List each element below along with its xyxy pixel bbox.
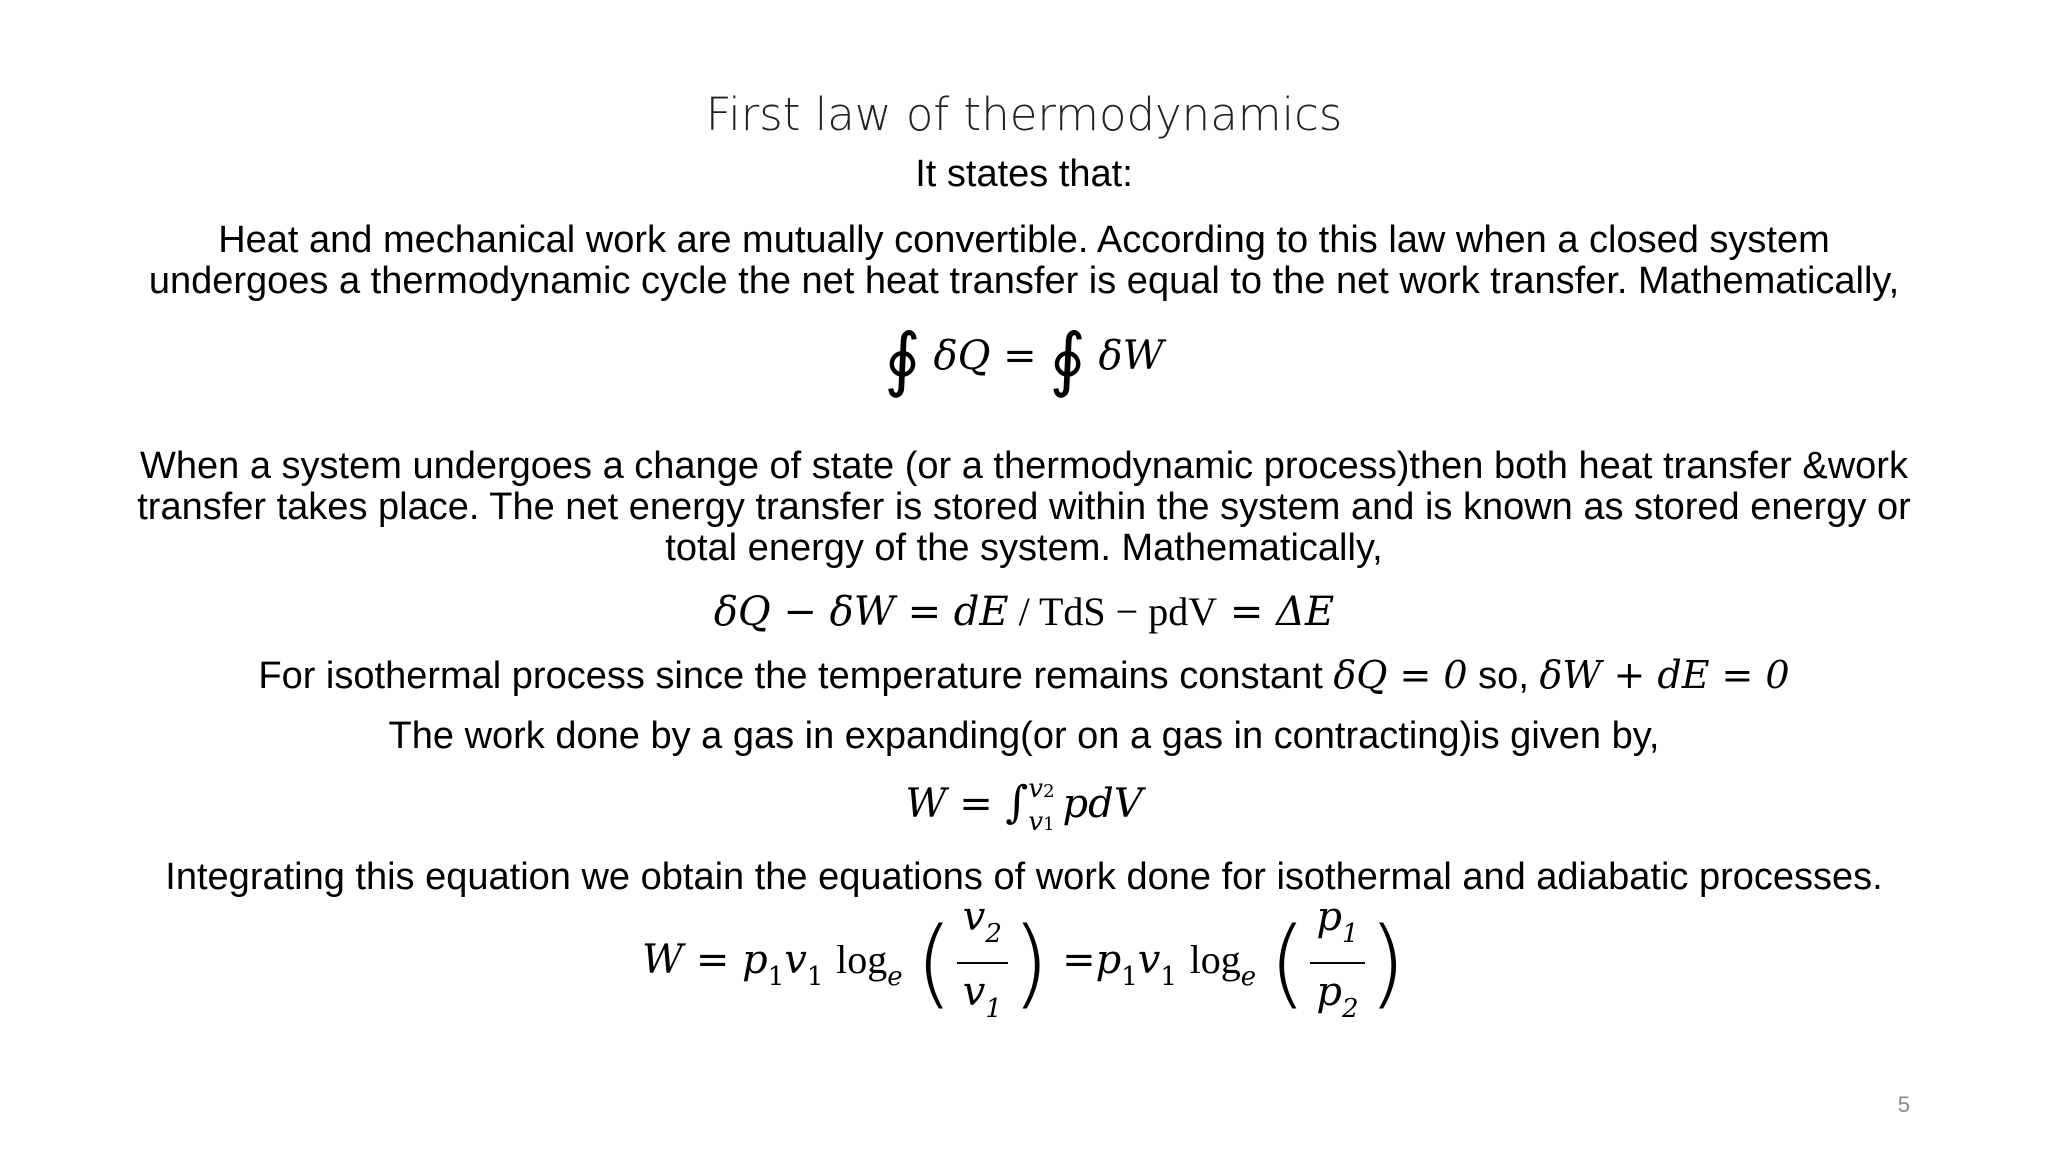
isothermal-line: [60, 655, 1988, 697]
integral-symbol: ∫: [1005, 777, 1029, 828]
eq4-equals: =: [1062, 937, 1096, 983]
log-label: log: [836, 937, 888, 982]
eq2-separator: /: [1008, 589, 1039, 634]
fraction-p1-over-p2: $\frac{p_1}{p_2}$: [1310, 893, 1364, 1033]
paragraph-1-line-2: undergoes a thermodynamic cycle the net heat transfer is equal to the net work transfer. Mathematically,: [148, 260, 1900, 302]
isothermal-math-2: δW + dE = 0: [1539, 653, 1790, 697]
eq1-lhs: δQ: [933, 333, 991, 379]
log-label-2: log: [1189, 937, 1241, 982]
eq3-integrand: pdV: [1062, 781, 1143, 827]
eq3-lhs: W =: [905, 781, 1006, 827]
paragraph-2-line-1: When a system undergoes a change of state (or a thermodynamic process)then both heat transfer &work: [140, 445, 1908, 487]
cyclic-integral-symbol: ∮: [884, 318, 921, 400]
energy-equation: [0, 588, 2048, 635]
isothermal-text-1: For isothermal process since the temperature remains constant: [258, 655, 1334, 697]
fraction-v2-over-v1: $\frac{v_2}{v_1}$: [957, 893, 1008, 1033]
page-number: 5: [1897, 1092, 1910, 1117]
eq2-part2: TdS − pdV: [1039, 589, 1218, 634]
work-log-equation: $W = p_1v_1$ $\log_e$ ( $\frac{v_2}{v_1}$ ) $=p_1v_1$ $\log_e$ ( $\frac{p_1}{p_2}$ ): [0, 893, 2048, 1013]
cyclic-integral-symbol-2: ∮: [1049, 318, 1086, 400]
paragraph-2-line-2: transfer takes place. The net energy transfer is stored within the system and is known as stored energy or: [137, 486, 1911, 528]
integral-limits: [1028, 774, 1054, 840]
integrating-line: Integrating this equation we obtain the equations of work done for isothermal and adiabatic processes.: [165, 856, 1883, 898]
eq4-lhs: W =: [642, 937, 743, 983]
paragraph-1-line-1: Heat and mechanical work are mutually convertible. According to this law when a closed system: [218, 219, 1830, 261]
isothermal-text-2: so,: [1467, 655, 1540, 697]
intro-text: It states that:: [915, 153, 1133, 195]
work-integral-equation: [0, 774, 2048, 840]
slide-title: First law of thermodynamics: [705, 88, 1343, 141]
eq2-part3: = ΔE: [1217, 589, 1335, 635]
eq1-rhs: δW: [1098, 333, 1164, 379]
paragraph-2-line-3: total energy of the system. Mathematically,: [665, 527, 1383, 569]
upper-limit: v2: [1028, 774, 1055, 804]
isothermal-math-1: δQ = 0: [1333, 653, 1468, 697]
work-done-line: The work done by a gas in expanding(or on a gas in contracting)is given by,: [388, 715, 1660, 757]
cyclic-integral-equation: [0, 318, 2048, 400]
eq2-part1: δQ − δW = dE: [713, 589, 1009, 635]
eq1-equals: =: [1003, 333, 1037, 379]
lower-limit: v1: [1028, 807, 1055, 837]
